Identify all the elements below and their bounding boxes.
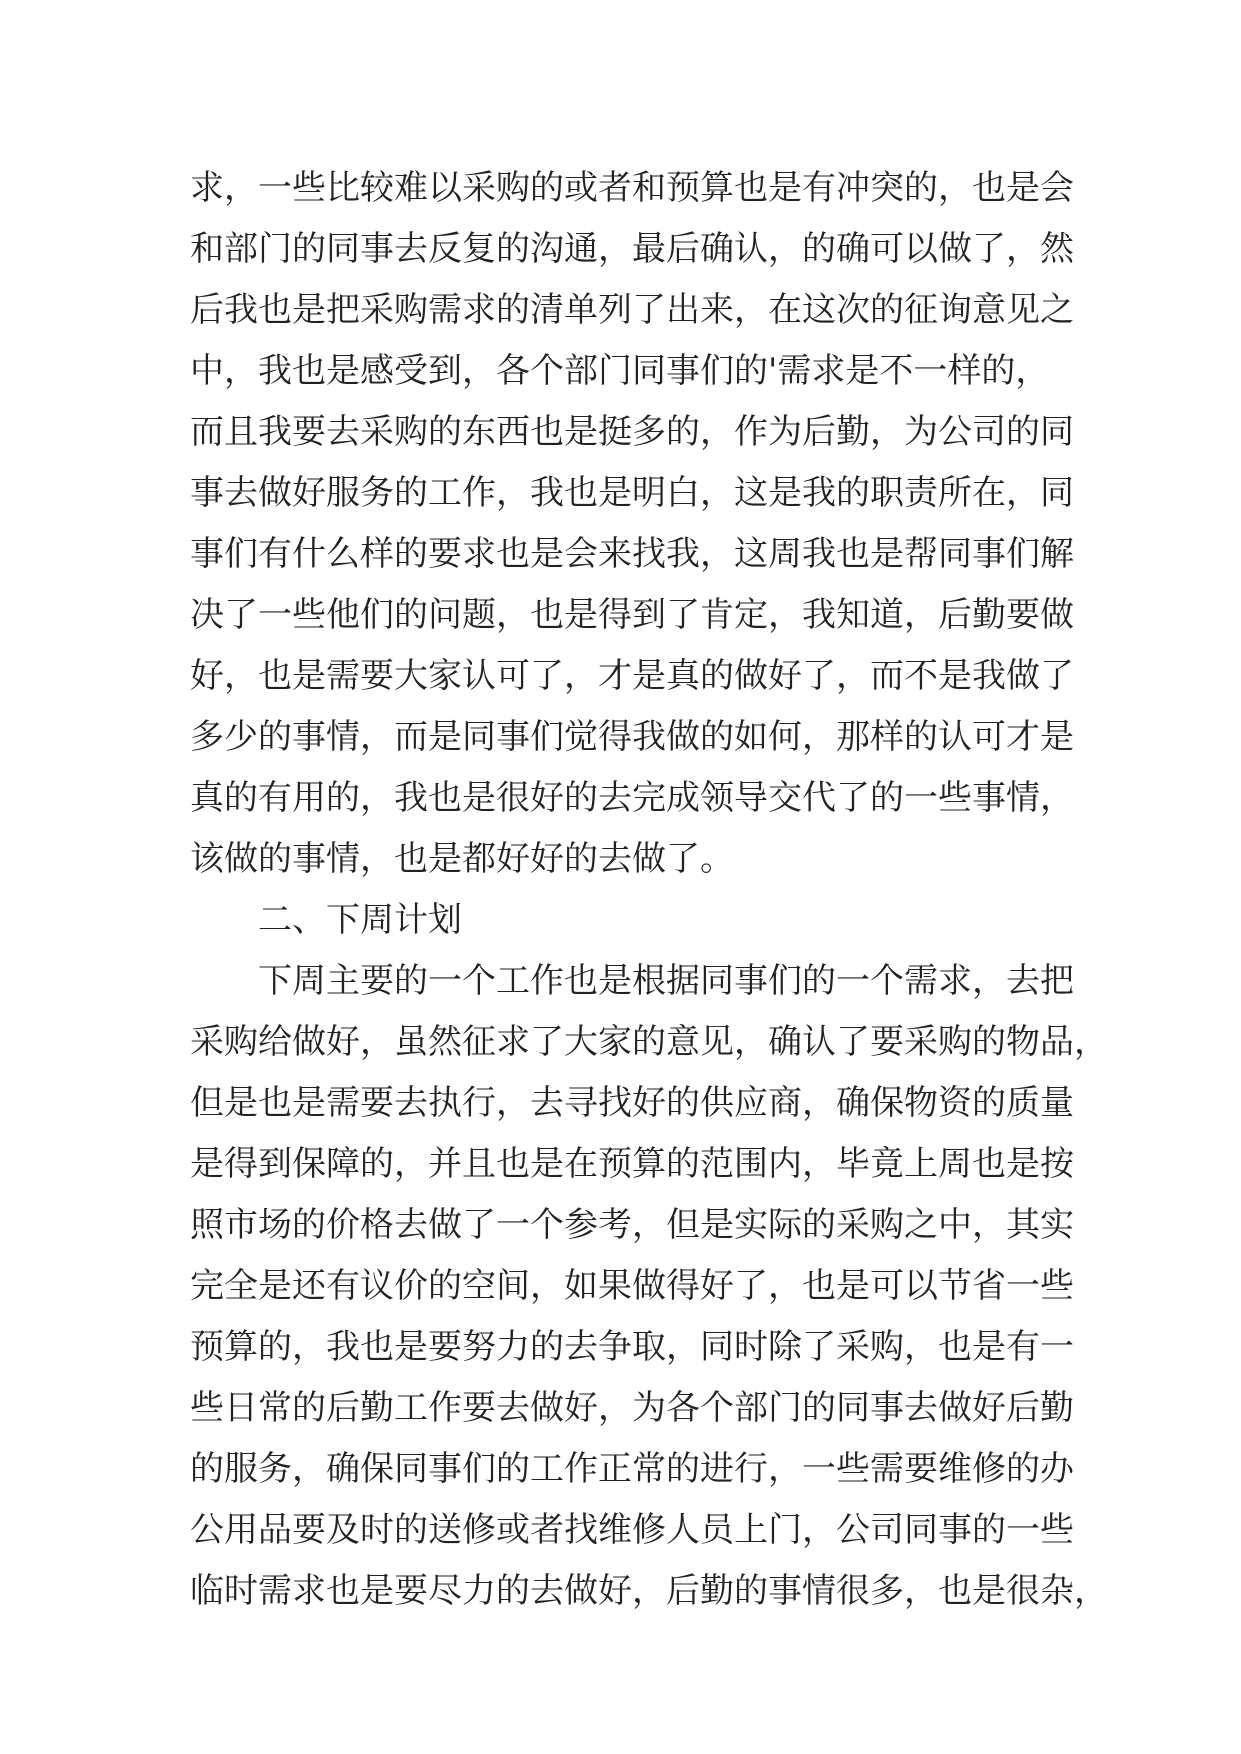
paragraph-line: 下周主要的一个工作也是根据同事们的一个需求，去把	[258, 961, 1074, 1001]
paragraph-line: 的服务，确保同事们的工作正常的进行，一些需要维修的办	[190, 1449, 1074, 1489]
paragraph-line: 而且我要去采购的东西也是挺多的，作为后勤，为公司的同	[190, 412, 1074, 452]
paragraph-line: 公用品要及时的送修或者找维修人员上门，公司同事的一些	[190, 1510, 1074, 1550]
paragraph-line: 但是也是需要去执行，去寻找好的供应商，确保物资的质量	[190, 1083, 1074, 1123]
paragraph-line: 后我也是把采购需求的清单列了出来，在这次的征询意见之	[190, 290, 1074, 330]
paragraph-line: 和部门的同事去反复的沟通，最后确认，的确可以做了，然	[190, 229, 1074, 269]
section-heading: 二、下周计划	[258, 900, 462, 940]
paragraph-line: 中，我也是感受到，各个部门同事们的'需求是不一样的，	[190, 351, 1050, 391]
paragraph-line: 完全是还有议价的空间，如果做得好了，也是可以节省一些	[190, 1266, 1074, 1306]
paragraph-line: 照市场的价格去做了一个参考，但是实际的采购之中，其实	[190, 1205, 1074, 1245]
paragraph-line: 多少的事情，而是同事们觉得我做的如何，那样的认可才是	[190, 717, 1074, 757]
paragraph-line: 求，一些比较难以采购的或者和预算也是有冲突的，也是会	[190, 168, 1074, 208]
paragraph-line: 临时需求也是要尽力的去做好，后勤的事情很多，也是很杂，	[190, 1571, 1108, 1611]
paragraph-line: 真的有用的，我也是很好的去完成领导交代了的一些事情，	[190, 778, 1074, 818]
document-body	[190, 158, 1108, 1622]
paragraph-line: 事们有什么样的要求也是会来找我，这周我也是帮同事们解	[190, 534, 1074, 574]
paragraph-line: 是得到保障的，并且也是在预算的范围内，毕竟上周也是按	[190, 1144, 1074, 1184]
paragraph-line: 该做的事情，也是都好好的去做了。	[190, 839, 734, 879]
paragraph-line: 事去做好服务的工作，我也是明白，这是我的职责所在，同	[190, 473, 1074, 513]
paragraph-line: 采购给做好，虽然征求了大家的意见，确认了要采购的物品，	[190, 1022, 1108, 1062]
paragraph-line: 预算的，我也是要努力的去争取，同时除了采购，也是有一	[190, 1327, 1074, 1367]
paragraph-line: 些日常的后勤工作要去做好，为各个部门的同事去做好后勤	[190, 1388, 1074, 1428]
paragraph-line: 好，也是需要大家认可了，才是真的做好了，而不是我做了	[190, 656, 1074, 696]
paragraph-line: 决了一些他们的问题，也是得到了肯定，我知道，后勤要做	[190, 595, 1074, 635]
